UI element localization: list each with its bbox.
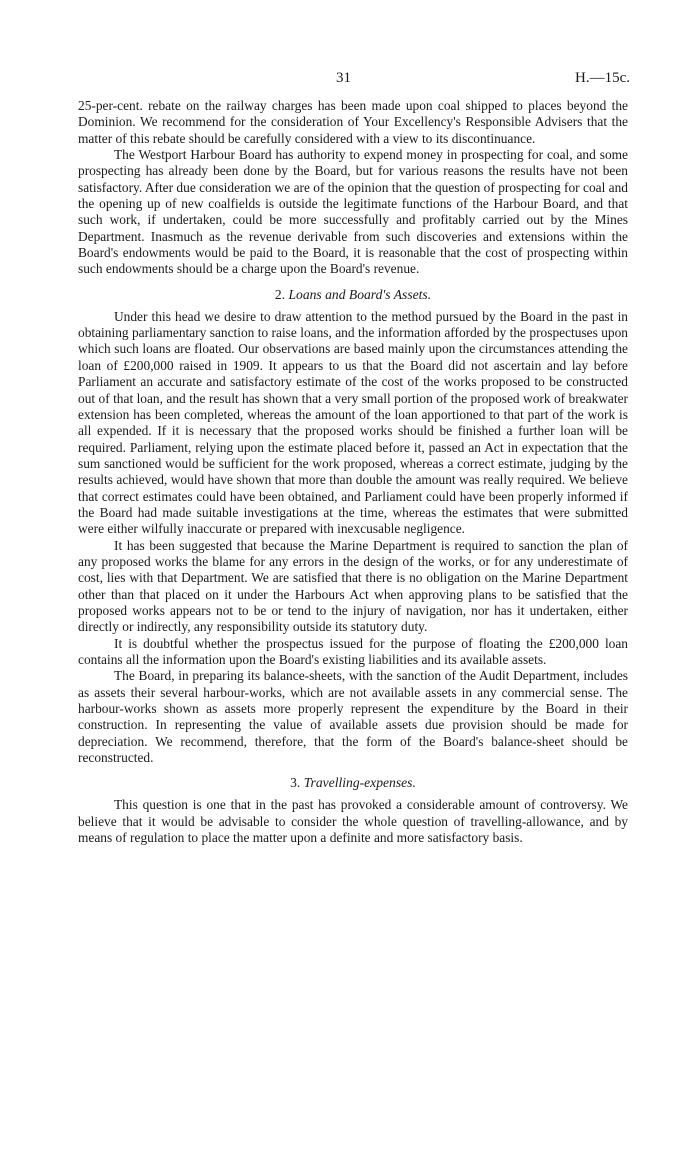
paragraph-marine-department: It has been suggested that because the Marine Department is required to sanction the plan of any proposed works the blame for any errors in the design of the works, or for any underestimate of cost, lies with that Department. We are satisfied that there is no obligation on the Marine Department other than that placed on it under the Harbours Act when approving plans to be satisfied that the proposed works appears not to be or tend to the injury of navigation, nor has it undertaken, either directly or indirectly, any responsibility outside its statutory duty. xyxy=(78,537,628,635)
paragraph-prospectus: It is doubtful whether the prospectus issued for the purpose of floating the £200,000 loan contains all the information upon the Board's existing liabilities and its available assets. xyxy=(78,635,628,667)
paragraph-loans: Under this head we desire to draw attention to the method pursued by the Board in the past in obtaining parliamentary sanction to raise loans, and the information afforded by the prospectuses upon which such loans are floated. Our observations are based mainly upon the circumstances attending the loan of £200,000 raised in 1909. It appears to us that the Board did not ascertain and lay before Parliament an accurate and satisfactory estimate of the cost of the works proposed to be constructed out of that loan, and the result has shown that a very small portion of the proposed work of breakwater extension has been completed, whereas the amount of the loan apportioned to that part of the work is all expended. If it is necessary that the proposed works should be finished a further loan will be required. Parliament, relying upon the estimate placed before it, passed an Act in expectation that the sum sanctioned would be sufficient for the work proposed, whereas a correct estimate, judging by the results achieved, would have shown that more than double the amount was really required. We believe that correct estimates could have been obtained, and Parliament could have been properly informed if the Board had made suitable investigations at the time, whereas the estimates that were submitted were either wilfully inaccurate or prepared with inexcusable negligence. xyxy=(78,308,628,537)
section-number: 2. xyxy=(274,286,286,302)
paragraph-rebate: 25-per-cent. rebate on the railway charges has been made upon coal shipped to places beyond the Dominion. We recommend for the consideration of Your Excellency's Responsible Advisers that the matter of this rebate should be carefully considered with a view to its discontinuance. xyxy=(78,98,628,146)
document-reference: H.—15c. xyxy=(575,70,630,86)
section-heading-travelling xyxy=(78,775,628,791)
paragraph-travelling: This question is one that in the past has provoked a considerable amount of controversy. We believe that it would be advisable to consider the whole question of travelling-allowance, and by means of regulation to place the matter upon a definite and more satisfactory basis. xyxy=(78,797,628,846)
section-title: Travelling-expenses. xyxy=(303,775,416,791)
section-title: Loans and Board's Assets. xyxy=(288,286,432,302)
body-text xyxy=(78,98,628,846)
section-number: 3. xyxy=(290,775,301,791)
page-header xyxy=(78,70,630,90)
section-heading-loans xyxy=(78,287,628,303)
page-number: 31 xyxy=(336,70,351,86)
paragraph-balance-sheets: The Board, in preparing its balance-sheets, with the sanction of the Audit Department, includes as assets their several harbour-works, which are not available assets in any commercial sense. The harbour-works shown as assets more properly represent the expenditure by the Board in their construction. In representing the value of available assets due provision should be made for depreciation. We recommend, therefore, that the form of the Board's balance-sheet should be reconstructed. xyxy=(78,668,628,766)
paragraph-prospecting: The Westport Harbour Board has authority to expend money in prospecting for coal, and some prospecting has already been done by the Board, but for various reasons the results have not been satisfactory. After due consideration we are of the opinion that the question of prospecting for coal and the opening up of new coalfields is outside the legitimate functions of the Harbour Board, and that such work, if undertaken, could be more successfully and profitably carried out by the Mines Department. Inasmuch as the revenue derivable from such discoveries and extensions within the Board's endowments would be paid to the Board, it is reasonable that the cost of prospecting within such endowments should be a charge upon the Board's revenue. xyxy=(78,147,628,277)
